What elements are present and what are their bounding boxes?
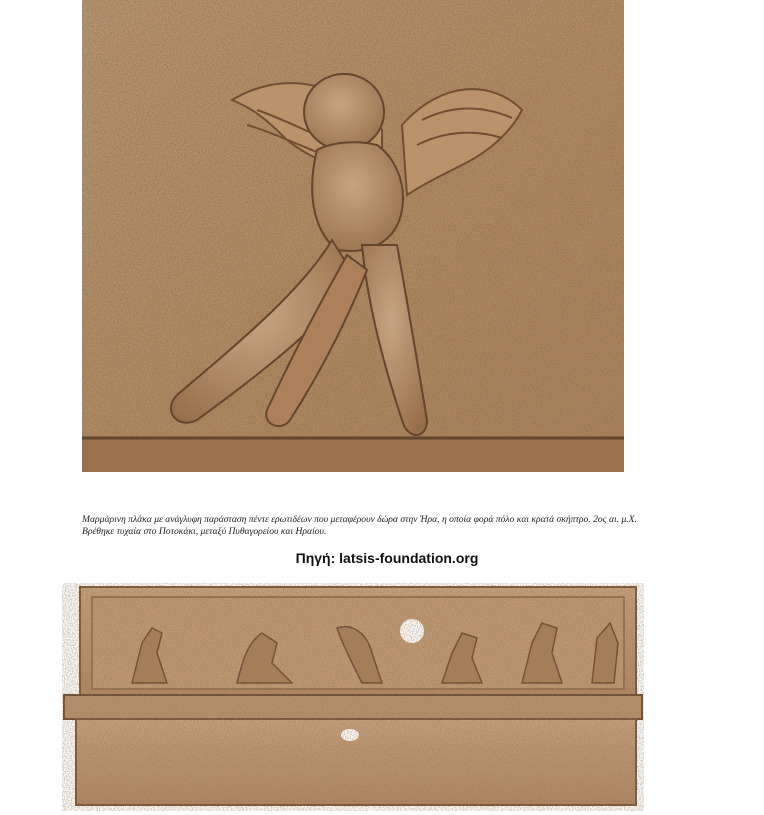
photo-caption: Μαρμάρινη πλάκα με ανάγλυφη παράσταση πέντε ερωτιδέων που μεταφέρουν δώρα στην Ήρα, η οποία φορά πόλο και κρατά σκήπτρο. 2ος αι. μ.Χ. Βρέθηκε τυχαία στο Ποτοκάκι, μεταξύ Πυθαγορείου και Ηραίου. (82, 514, 637, 537)
relief-eros-image (82, 0, 624, 472)
relief-eros-photo (82, 0, 624, 472)
marble-slab-image (62, 583, 644, 811)
marble-slab-photo (62, 583, 644, 811)
source-credit: Πηγή: latsis-foundation.org (295, 550, 479, 566)
